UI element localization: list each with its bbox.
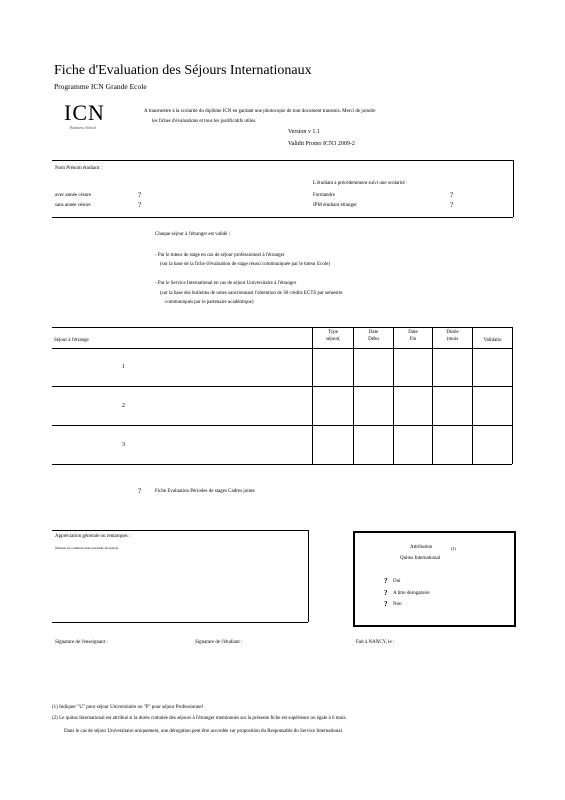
ipm-checkbox[interactable]: ? xyxy=(450,201,454,209)
icn-logo xyxy=(60,96,122,134)
page-title: Fiche d'Evaluation des Séjours Internationaux xyxy=(54,63,312,78)
col-duree-line2: (mois xyxy=(446,337,459,342)
prior-schooling-label: L'étudiant a précédemment suivi une scolarité : xyxy=(313,181,408,186)
page-subtitle: Programme ICN Grande Ecole xyxy=(54,82,147,91)
col-type-header xyxy=(313,329,353,343)
with-year-label: avec année césure xyxy=(55,193,92,198)
col-fin-line1: Date xyxy=(408,330,418,335)
student-name-label: Nom Prénom étudiant : xyxy=(55,166,102,171)
notice-line-2: les fiches d'évaluations et tous les justificatifs utiles. xyxy=(152,119,257,124)
footnote-2: (2) Le quitus International est attribué si la durée cumulée des séjours à l'étranger mentionnés sur la présente fiche est supérieure ou égale à 6 mois. xyxy=(52,716,347,721)
validation-uni-line2: (sur la base des bulletins de notes sanctionnant l'obtention de 30 crédits ECTS par semestre xyxy=(160,291,343,296)
option-derogatoire-checkbox[interactable]: ? xyxy=(384,589,388,597)
attribution-label: Attribution xyxy=(410,545,433,550)
student-section-right-line xyxy=(513,160,514,217)
appreciation-top-line xyxy=(52,530,308,531)
formandre-checkbox[interactable]: ? xyxy=(450,191,454,199)
ipm-label: IPM étudiant étranger xyxy=(313,203,357,208)
table-row-3-number: 3 xyxy=(122,442,125,448)
col-duree-header xyxy=(433,329,472,343)
student-section-top-line xyxy=(52,160,513,161)
place-date-label: Fait à NANCY, le : xyxy=(356,640,395,645)
table-vline-1 xyxy=(312,327,313,464)
col-fin-line2: Fin xyxy=(409,337,417,342)
appreciation-label: Appréciation générale ou remarques : xyxy=(55,534,131,539)
table-vline-6 xyxy=(512,327,513,464)
table-vline-2 xyxy=(353,327,354,464)
quitus-label: Quitus International xyxy=(400,556,441,561)
option-oui-checkbox[interactable]: ? xyxy=(384,577,388,585)
validity-label: Validit Promo ICN3 2009-2 xyxy=(288,141,355,147)
student-section-bottom-line xyxy=(52,217,513,218)
col-type-line1: Type xyxy=(328,330,338,335)
logo-text: ICN xyxy=(64,100,105,125)
col-fin-header xyxy=(394,329,432,343)
option-derogatoire-label: A titre dérogatoire xyxy=(393,591,430,596)
attribution-note-ref: (2) xyxy=(451,546,456,551)
table-line-header xyxy=(52,348,512,349)
table-vline-3 xyxy=(393,327,394,464)
table-row-2-number: 2 xyxy=(122,403,125,409)
logo-subtext: Business School xyxy=(70,125,97,130)
option-non-label: Non xyxy=(393,602,402,607)
validation-uni-line3: communiqués par le partenaire académique) xyxy=(165,300,254,305)
version-label: Version v 1.1 xyxy=(288,129,320,135)
table-row-1-number: 1 xyxy=(122,364,125,370)
attachment-checkbox[interactable]: ? xyxy=(138,487,142,495)
table-line-row3 xyxy=(52,464,512,465)
validation-intro: Chaque séjour à l'étranger est validé : xyxy=(155,232,231,237)
footnote-3: Dans le cas de séjour Universitaire uniquement, une dérogation peut être accordée sur proposition du Responsable du Service International. xyxy=(64,729,344,734)
option-non-checkbox[interactable]: ? xyxy=(384,600,388,608)
notice-line-1: A transmettre à la scolarité du diplôme ICN en gardant une photocopie de tout document transmis. Merci de joindre xyxy=(144,109,376,114)
table-line-top xyxy=(52,327,512,328)
col-duree-line1: Durée xyxy=(446,330,459,335)
table-line-row2 xyxy=(52,425,512,426)
appreciation-sublabel: (Indiquer les conditions d'une éventuelle dérogation) xyxy=(55,546,119,550)
appreciation-bottom-line xyxy=(52,622,308,623)
attachment-label: Fiche Evaluation Périodes de stages Cadres jointe xyxy=(155,489,255,494)
with-year-checkbox[interactable]: ? xyxy=(138,191,142,199)
table-vline-4 xyxy=(432,327,433,464)
col-debut-line2: Débu xyxy=(368,337,379,342)
validation-uni-line1: - Par le Service International en cas de séjour Universitaire à l'étranger xyxy=(155,281,297,286)
signature-teacher-label: Signature de l'enseignant : xyxy=(55,640,108,645)
signature-student-label: Signature de l'étudiant : xyxy=(195,640,243,645)
formandre-label: Formandre xyxy=(313,193,335,198)
col-sejour-header: Séjour à l'étrange xyxy=(54,338,89,343)
table-line-row1 xyxy=(52,386,512,387)
option-oui-label: Oui xyxy=(393,579,401,584)
appreciation-right-line xyxy=(308,530,309,622)
col-debut-header xyxy=(354,329,393,343)
table-vline-5 xyxy=(472,327,473,464)
without-year-checkbox[interactable]: ? xyxy=(138,201,142,209)
col-validation-header: Validatio xyxy=(483,338,502,343)
validation-pro-line2: (sur la base de la fiche d'évaluation de stage réussi communiquée par le tuteur Ecole) xyxy=(160,262,330,267)
col-type-line2: séjour( xyxy=(326,337,340,342)
attribution-box xyxy=(353,531,516,627)
without-year-label: sans année césure xyxy=(55,203,91,208)
footnote-1: (1) Indiquer "U" pour séjour Universitaire ou "P" pour séjour Professionnel xyxy=(52,705,203,710)
col-debut-line1: Date xyxy=(368,330,379,335)
validation-pro-line1: - Par le tuteur de stage en cas de séjour professionnel à l'étranger xyxy=(155,253,285,258)
